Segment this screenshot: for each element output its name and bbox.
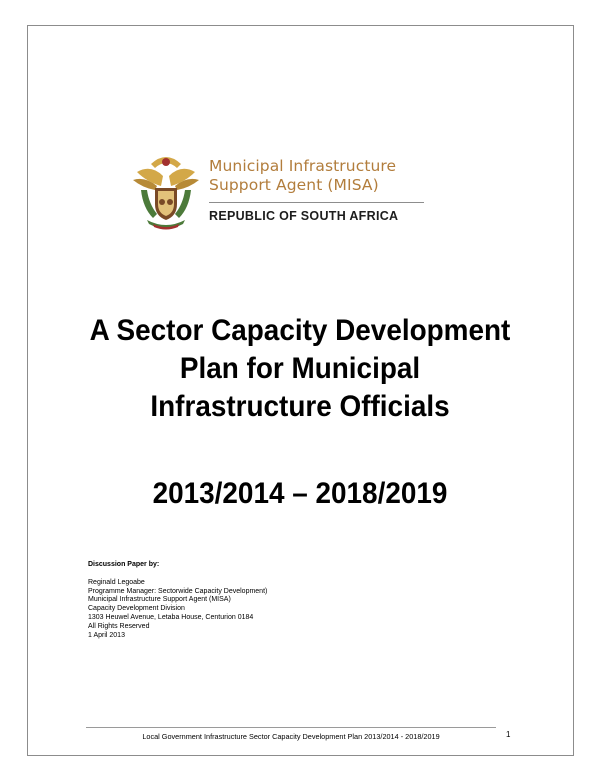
author-heading: Discussion Paper by: <box>88 561 160 568</box>
document-date: 1 April 2013 <box>88 631 125 639</box>
document-title <box>58 312 542 426</box>
logo-name-line-2: Support Agent (MISA) <box>209 176 379 194</box>
coat-of-arms-icon <box>131 150 201 232</box>
logo-country: REPUBLIC OF SOUTH AFRICA <box>209 209 399 223</box>
author-organisation: Municipal Infrastructure Support Agent (MISA) <box>88 596 231 604</box>
title-line-1: A Sector Capacity Development <box>89 314 511 347</box>
title-line-2: Plan for Municipal <box>179 352 421 385</box>
rights-notice: All Rights Reserved <box>88 622 150 630</box>
author-name: Reginald Legoabe <box>88 578 145 586</box>
author-block <box>88 561 267 640</box>
title-line-3: Infrastructure Officials <box>150 390 450 423</box>
footer-text: Local Government Infrastructure Sector Capacity Development Plan 2013/2014 - 2018/2019 <box>142 732 440 741</box>
author-address: 1303 Heuwel Avenue, Letaba House, Centurion 0184 <box>88 613 254 621</box>
logo-name-line-1: Municipal Infrastructure <box>209 157 397 175</box>
misa-logo <box>131 150 424 232</box>
author-position: Programme Manager: Sectorwide Capacity Development) <box>88 587 268 595</box>
footer-divider <box>86 727 496 728</box>
author-division: Capacity Development Division <box>88 605 185 613</box>
logo-agency-name <box>209 157 396 195</box>
page-number: 1 <box>506 730 511 739</box>
date-range: 2013/2014 – 2018/2019 <box>152 477 448 510</box>
logo-divider <box>209 202 424 203</box>
logo-text <box>209 150 424 232</box>
